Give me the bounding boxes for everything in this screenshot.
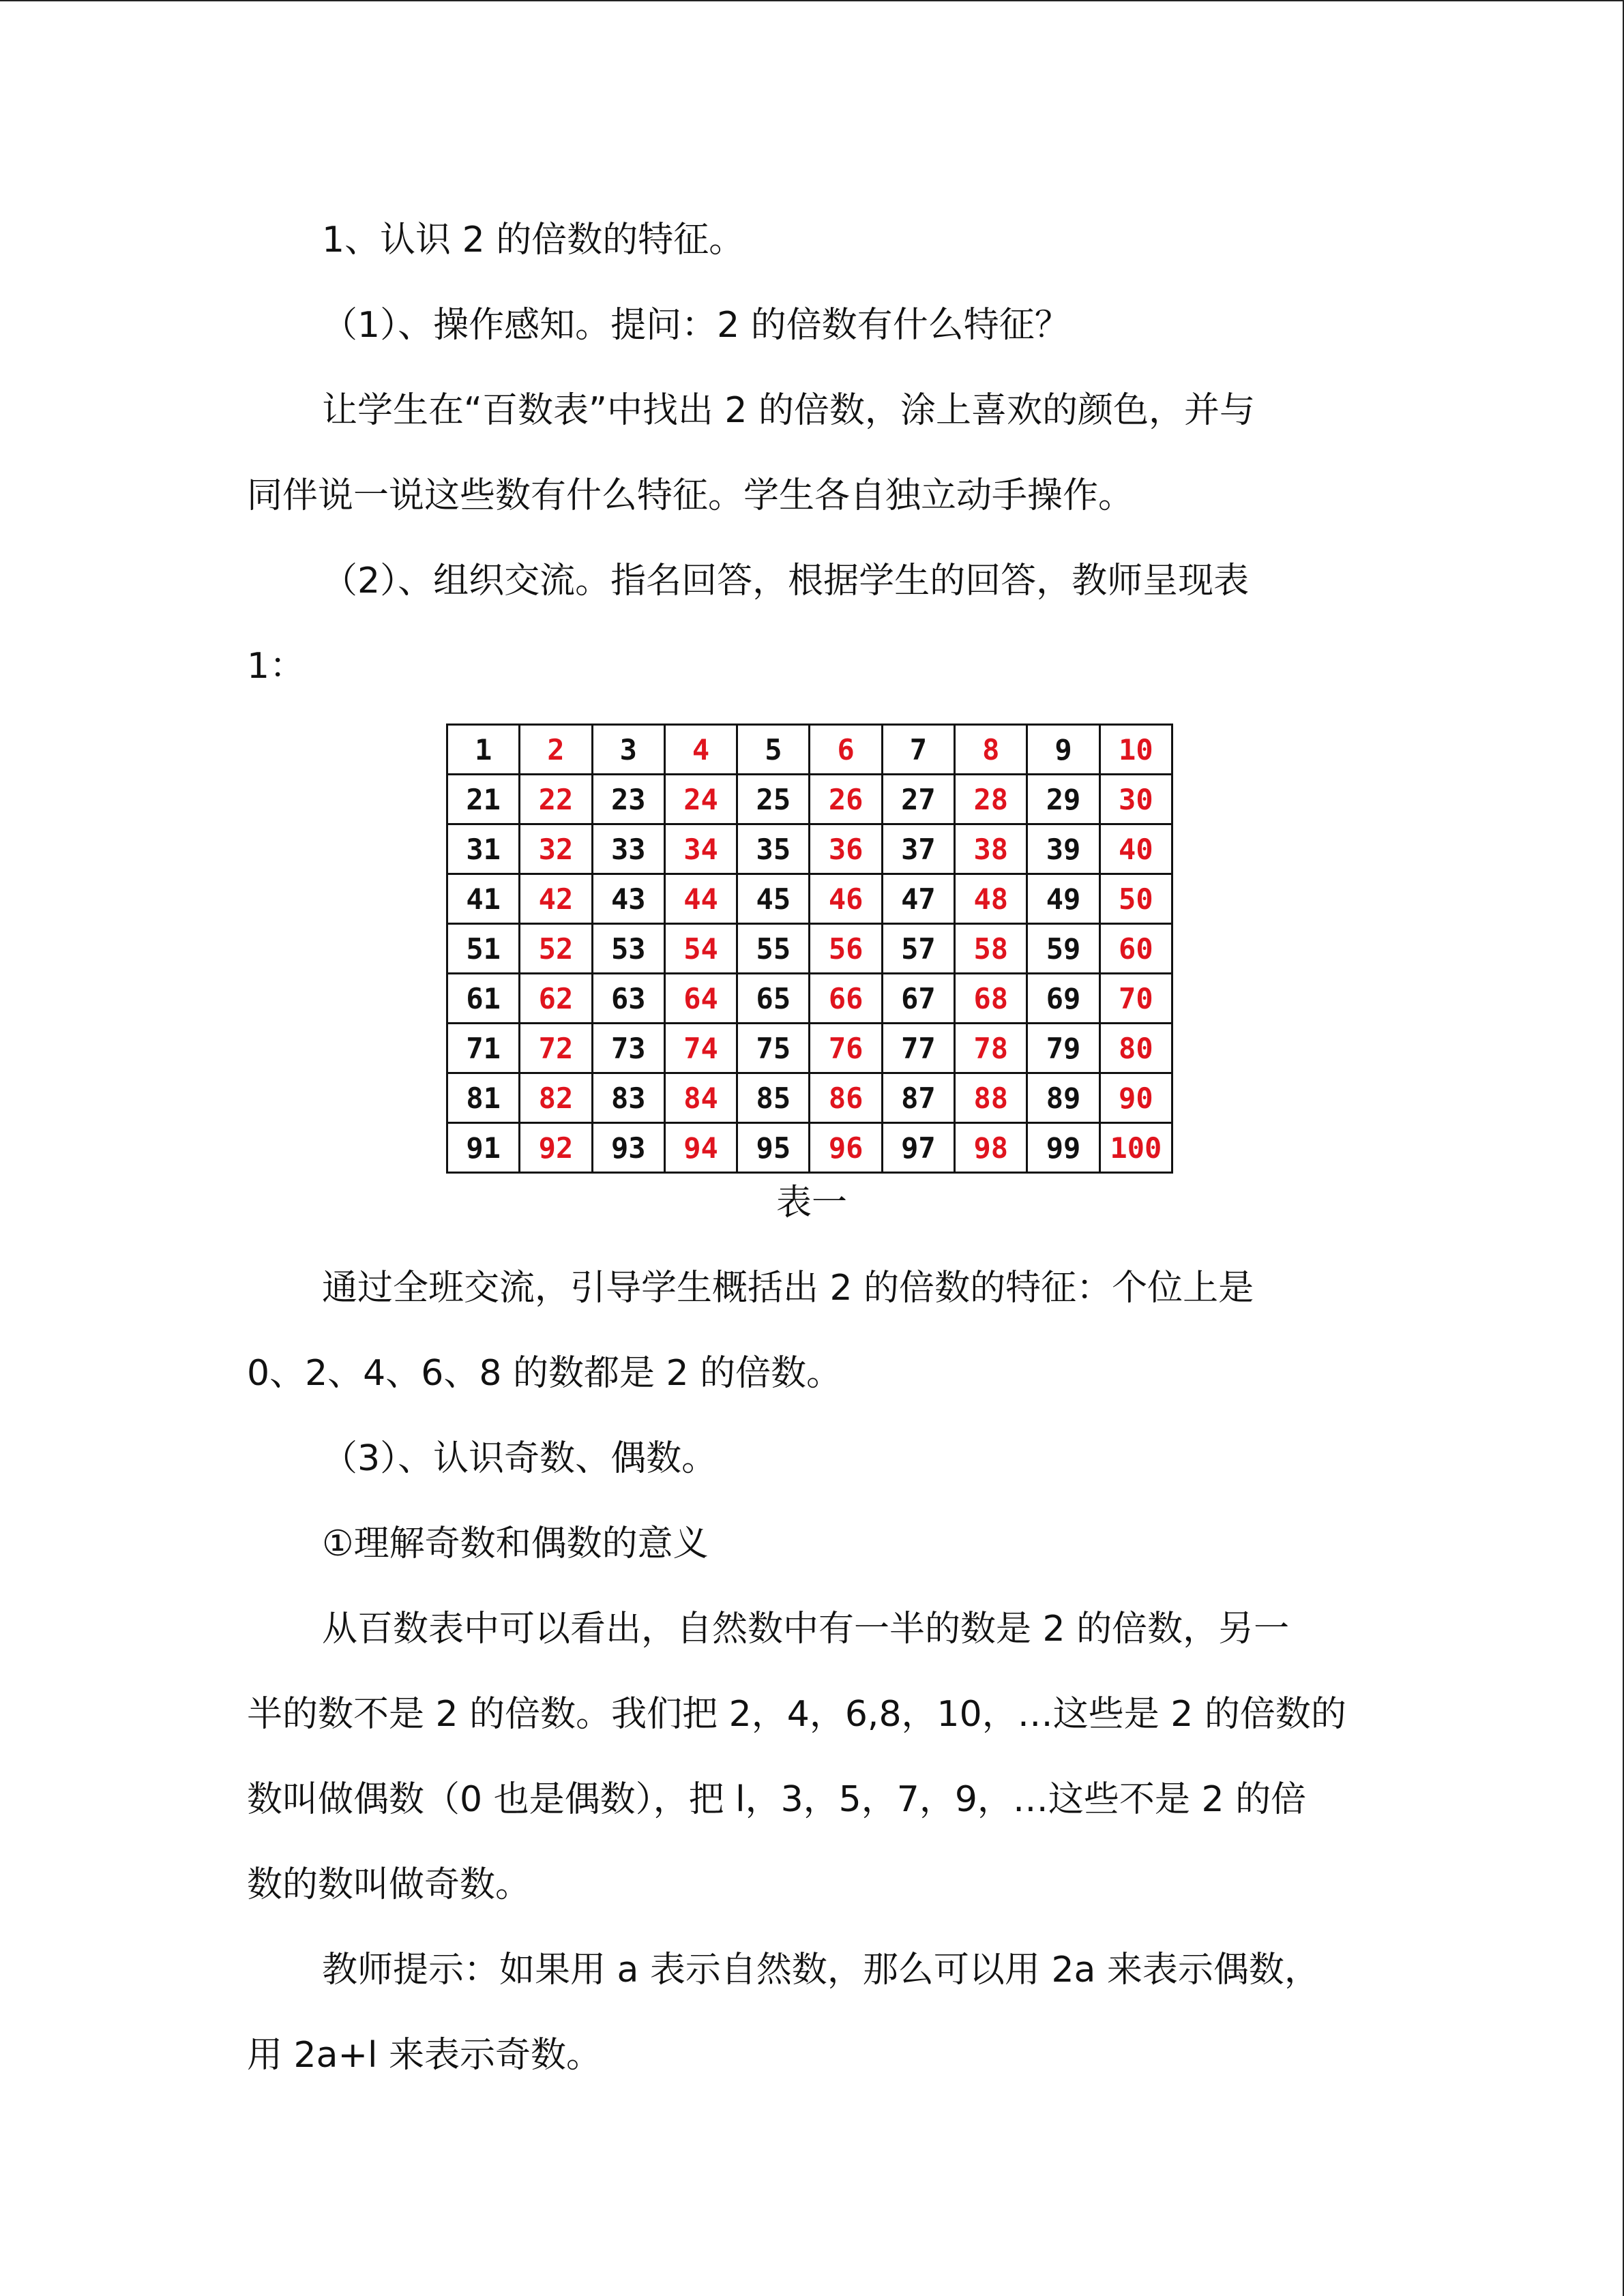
odd-number-cell: 83 (592, 1073, 664, 1123)
odd-number-cell: 93 (592, 1123, 664, 1173)
odd-number-cell: 33 (592, 824, 664, 874)
odd-number-cell: 71 (447, 1024, 520, 1073)
odd-number-cell: 43 (592, 874, 664, 924)
even-number-cell: 60 (1099, 924, 1172, 974)
even-number-cell: 58 (955, 924, 1027, 974)
explanation-line-2: 半的数不是 2 的倍数。我们把 2，4，6,8，10，…这些是 2 的倍数的 (247, 1694, 1346, 1735)
table-row (447, 874, 1172, 924)
odd-number-cell: 75 (737, 1024, 810, 1073)
instruction-line-2: 同伴说一说这些数有什么特征。学生各自独立动手操作。 (247, 475, 1134, 516)
odd-number-cell: 31 (447, 824, 520, 874)
even-number-cell: 26 (810, 775, 882, 824)
odd-number-cell: 41 (447, 874, 520, 924)
summary-line-2: 0、2、4、6、8 的数都是 2 的倍数。 (247, 1353, 842, 1394)
even-number-cell: 66 (810, 974, 882, 1024)
even-number-cell: 70 (1099, 974, 1172, 1024)
explanation-line-4: 数的数叫做奇数。 (247, 1864, 531, 1905)
odd-number-cell: 25 (737, 775, 810, 824)
odd-number-cell: 27 (882, 775, 954, 824)
even-number-cell: 8 (955, 725, 1027, 775)
odd-number-cell: 73 (592, 1024, 664, 1073)
even-number-cell: 40 (1099, 824, 1172, 874)
step-3-heading: （3）、认识奇数、偶数。 (322, 1438, 718, 1479)
even-number-cell: 22 (520, 775, 592, 824)
table-row (447, 924, 1172, 974)
odd-number-cell: 61 (447, 974, 520, 1024)
even-number-cell: 80 (1099, 1024, 1172, 1073)
even-number-cell: 54 (664, 924, 737, 974)
even-number-cell: 4 (664, 725, 737, 775)
even-number-cell: 44 (664, 874, 737, 924)
odd-number-cell: 99 (1027, 1123, 1099, 1173)
odd-number-cell: 87 (882, 1073, 954, 1123)
odd-number-cell: 67 (882, 974, 954, 1024)
even-number-cell: 94 (664, 1123, 737, 1173)
teacher-tip-line-2: 用 2a+l 来表示奇数。 (247, 2035, 602, 2076)
odd-number-cell: 65 (737, 974, 810, 1024)
even-number-cell: 32 (520, 824, 592, 874)
odd-number-cell: 9 (1027, 725, 1099, 775)
even-number-cell: 62 (520, 974, 592, 1024)
table-caption: 表一 (776, 1182, 847, 1223)
even-number-cell: 38 (955, 824, 1027, 874)
odd-number-cell: 21 (447, 775, 520, 824)
summary-line-1: 通过全班交流，引导学生概括出 2 的倍数的特征：个位上是 (322, 1268, 1254, 1309)
table-row (447, 974, 1172, 1024)
even-number-cell: 28 (955, 775, 1027, 824)
even-number-cell: 42 (520, 874, 592, 924)
odd-number-cell: 77 (882, 1024, 954, 1073)
odd-number-cell: 81 (447, 1073, 520, 1123)
sub-heading: ①理解奇数和偶数的意义 (322, 1523, 709, 1564)
odd-number-cell: 37 (882, 824, 954, 874)
table-row (447, 725, 1172, 775)
even-number-cell: 86 (810, 1073, 882, 1123)
odd-number-cell: 39 (1027, 824, 1099, 874)
odd-number-cell: 89 (1027, 1073, 1099, 1123)
explanation-line-1: 从百数表中可以看出，自然数中有一半的数是 2 的倍数，另一 (322, 1609, 1290, 1650)
even-number-cell: 6 (810, 725, 882, 775)
odd-number-cell: 1 (447, 725, 520, 775)
odd-number-cell: 59 (1027, 924, 1099, 974)
odd-number-cell: 49 (1027, 874, 1099, 924)
hundred-table (446, 724, 1173, 1174)
even-number-cell: 50 (1099, 874, 1172, 924)
even-number-cell: 56 (810, 924, 882, 974)
odd-number-cell: 29 (1027, 775, 1099, 824)
step-2-line-1: （2）、组织交流。指名回答，根据学生的回答，教师呈现表 (322, 561, 1250, 601)
odd-number-cell: 5 (737, 725, 810, 775)
odd-number-cell: 47 (882, 874, 954, 924)
section-heading: 1、认识 2 的倍数的特征。 (322, 220, 745, 260)
even-number-cell: 90 (1099, 1073, 1172, 1123)
explanation-line-3: 数叫做偶数（0 也是偶数），把 l，3，5，7，9，…这些不是 2 的倍 (247, 1779, 1307, 1820)
even-number-cell: 88 (955, 1073, 1027, 1123)
table-row (447, 1024, 1172, 1073)
even-number-cell: 98 (955, 1123, 1027, 1173)
step-2-line-2: 1： (247, 646, 306, 687)
odd-number-cell: 53 (592, 924, 664, 974)
even-number-cell: 68 (955, 974, 1027, 1024)
table-row (447, 1073, 1172, 1123)
odd-number-cell: 35 (737, 824, 810, 874)
odd-number-cell: 3 (592, 725, 664, 775)
even-number-cell: 100 (1099, 1123, 1172, 1173)
even-number-cell: 92 (520, 1123, 592, 1173)
even-number-cell: 84 (664, 1073, 737, 1123)
even-number-cell: 2 (520, 725, 592, 775)
even-number-cell: 76 (810, 1024, 882, 1073)
odd-number-cell: 97 (882, 1123, 954, 1173)
odd-number-cell: 95 (737, 1123, 810, 1173)
odd-number-cell: 63 (592, 974, 664, 1024)
odd-number-cell: 55 (737, 924, 810, 974)
odd-number-cell: 69 (1027, 974, 1099, 1024)
even-number-cell: 64 (664, 974, 737, 1024)
even-number-cell: 30 (1099, 775, 1172, 824)
even-number-cell: 46 (810, 874, 882, 924)
even-number-cell: 10 (1099, 725, 1172, 775)
odd-number-cell: 51 (447, 924, 520, 974)
odd-number-cell: 23 (592, 775, 664, 824)
odd-number-cell: 91 (447, 1123, 520, 1173)
table-row (447, 824, 1172, 874)
even-number-cell: 82 (520, 1073, 592, 1123)
even-number-cell: 34 (664, 824, 737, 874)
even-number-cell: 78 (955, 1024, 1027, 1073)
even-number-cell: 52 (520, 924, 592, 974)
step-1-question: （1）、操作感知。提问：2 的倍数有什么特征？ (322, 305, 1070, 346)
even-number-cell: 72 (520, 1024, 592, 1073)
odd-number-cell: 45 (737, 874, 810, 924)
even-number-cell: 36 (810, 824, 882, 874)
odd-number-cell: 79 (1027, 1024, 1099, 1073)
table-row (447, 775, 1172, 824)
odd-number-cell: 85 (737, 1073, 810, 1123)
odd-number-cell: 57 (882, 924, 954, 974)
even-number-cell: 96 (810, 1123, 882, 1173)
even-number-cell: 48 (955, 874, 1027, 924)
teacher-tip-line-1: 教师提示：如果用 a 表示自然数，那么可以用 2a 来表示偶数， (322, 1950, 1320, 1991)
even-number-cell: 24 (664, 775, 737, 824)
instruction-line-1: 让学生在“百数表”中找出 2 的倍数，涂上喜欢的颜色，并与 (322, 390, 1256, 431)
odd-number-cell: 7 (882, 725, 954, 775)
even-number-cell: 74 (664, 1024, 737, 1073)
